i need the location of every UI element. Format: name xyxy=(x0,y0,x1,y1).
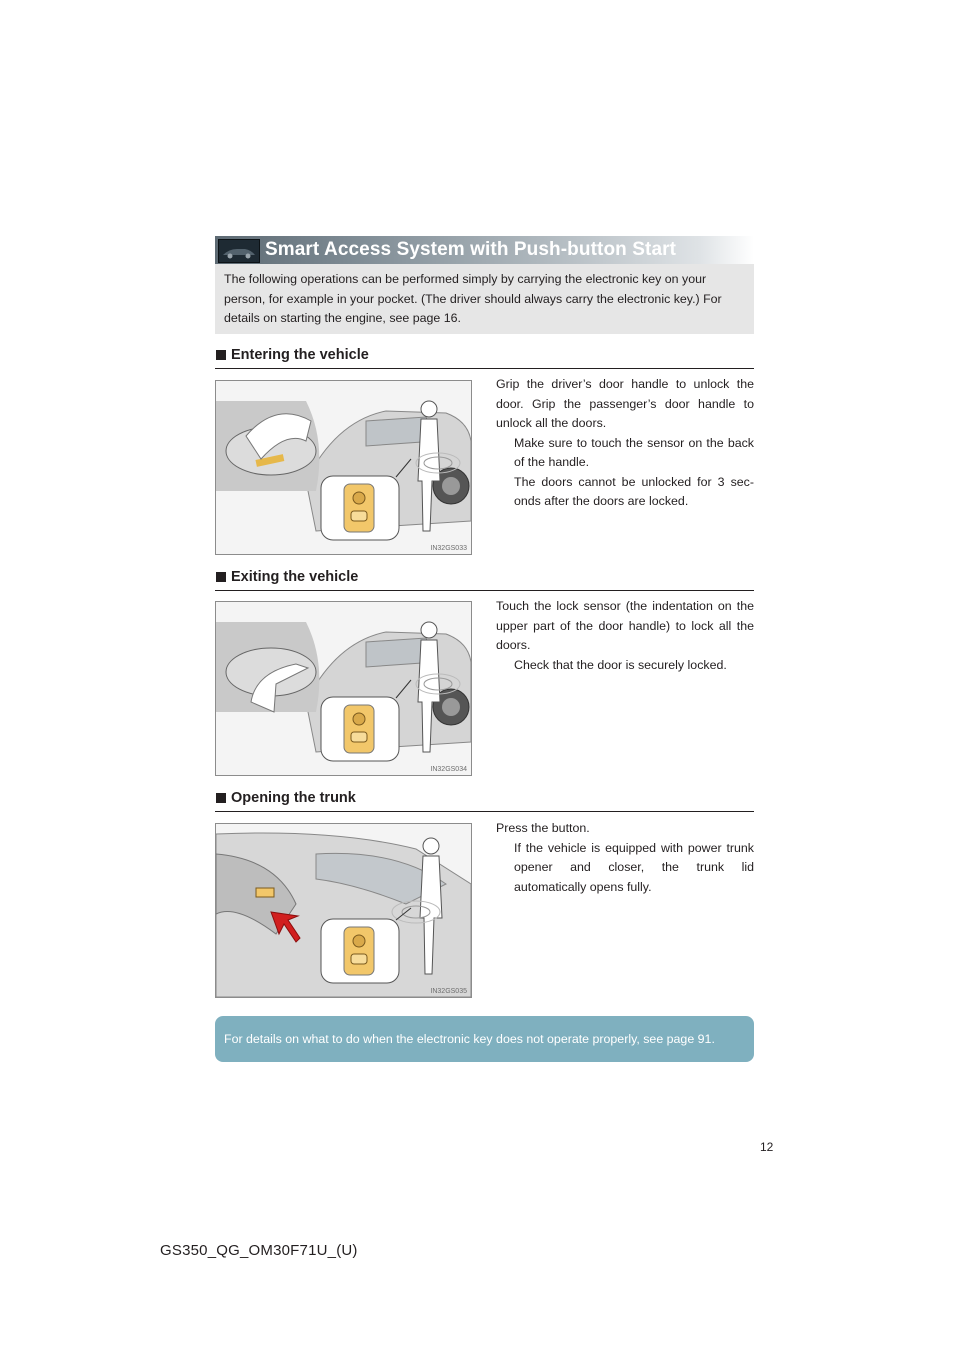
document-code: GS350_QG_OM30F71U_(U) xyxy=(160,1242,358,1259)
note-text: If the vehicle is equipped with power trunk opener and closer, the trunk lid automatically opens fully. xyxy=(514,840,754,894)
section-heading-exiting xyxy=(215,568,754,591)
section-heading-entering xyxy=(215,346,754,369)
instruction-text: Grip the driver’s door handle to unlock the door. Grip the passenger’s door handle to unlock all the doors. xyxy=(496,377,754,430)
note-text: Check that the door is securely locked. xyxy=(514,657,727,672)
image-code: IN32GS035 xyxy=(430,988,467,995)
page-number: 12 xyxy=(760,1140,774,1154)
page-title: Smart Access System with Push-button Start xyxy=(265,239,677,260)
instruction-text: Press the button. xyxy=(496,821,590,835)
intro-text: The following operations can be performed simply by carrying the electronic key on your person, for example in your pocket. (The driver should always carry the electronic key.) For details on starting the engine, see page 16. xyxy=(224,272,722,325)
paragraph-trunk xyxy=(496,819,754,897)
section-heading-label: Exiting the vehicle xyxy=(231,569,359,585)
section-heading-label: Opening the trunk xyxy=(231,790,356,806)
footer-note-text: For details on what to do when the electronic key does not operate properly, see page 91. xyxy=(224,1032,715,1046)
note-text: The doors cannot be unlocked for 3 sec-onds after the doors are locked. xyxy=(514,474,754,508)
section-heading-label: Entering the vehicle xyxy=(231,347,369,363)
image-code: IN32GS034 xyxy=(430,766,467,773)
section-heading-trunk xyxy=(215,789,754,812)
paragraph-exiting xyxy=(496,597,754,675)
bullet-square-icon xyxy=(216,350,226,360)
instruction-text: Touch the lock sensor (the indentation on the upper part of the door handle) to lock all the doors. xyxy=(496,599,754,652)
paragraph-entering xyxy=(496,375,754,512)
bullet-square-icon xyxy=(216,572,226,582)
illustration-exiting xyxy=(215,601,472,776)
bullet-square-icon xyxy=(216,793,226,803)
image-code: IN32GS033 xyxy=(430,545,467,552)
illustration-entering xyxy=(215,380,472,555)
illustration-trunk xyxy=(215,823,472,998)
car-thumbnail-icon xyxy=(218,239,260,263)
note-text: Make sure to touch the sensor on the back of the handle. xyxy=(514,435,754,469)
